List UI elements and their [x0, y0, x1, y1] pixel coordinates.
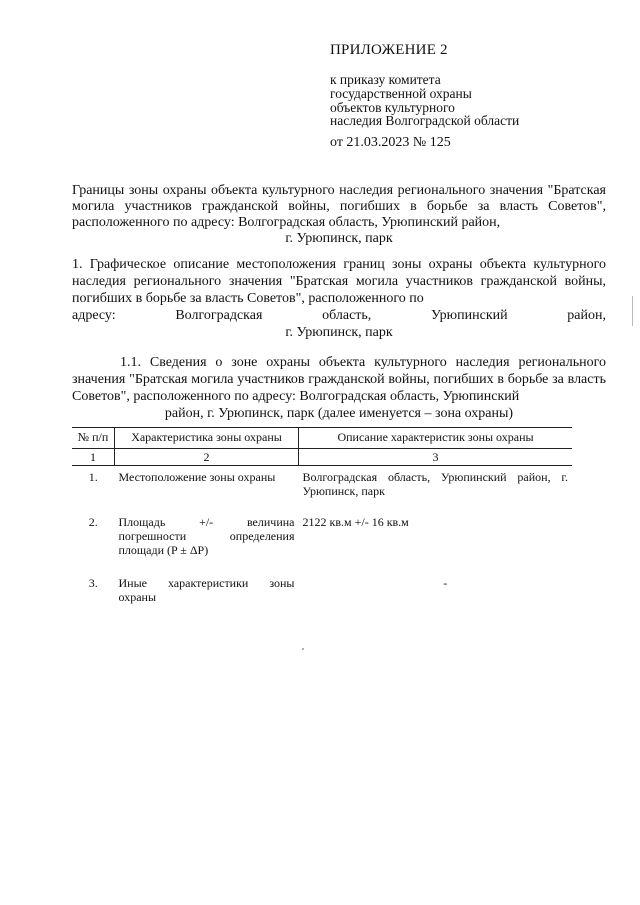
- row-description-dash: -: [443, 576, 448, 590]
- section-1-1-last-line: район, г. Урюпинск, парк (далее именуется – зона охраны): [164, 406, 514, 421]
- appendix-date: от 21.03.2023 № 125: [330, 135, 451, 150]
- column-number: 3: [299, 449, 573, 466]
- table-row: [72, 511, 572, 572]
- section-1-1: [72, 354, 606, 422]
- row-number: 3.: [88, 576, 98, 590]
- section-1: [72, 256, 606, 341]
- document-title-last-line: г. Урюпинск, парк: [285, 231, 393, 246]
- scan-speck: [302, 648, 304, 650]
- header-description: Описание характеристик зоны охраны: [299, 428, 573, 449]
- appendix-line: объектов культурного: [330, 100, 455, 115]
- section-1-address-line: [72, 307, 606, 324]
- document-title-text: Границы зоны охраны объекта культурного наследия регионального значения "Братская могила участников гражданской войны, погибших в борьбе за власть Советов", расположенного по адресу: Волгоградская область, Урюпинский район,: [72, 183, 606, 230]
- header-number: № п/п: [72, 428, 115, 449]
- row-description: [299, 572, 573, 617]
- row-characteristic: Иные характеристики зоны охраны: [118, 576, 295, 604]
- table-row: [72, 466, 572, 512]
- row-number: 1.: [88, 470, 98, 484]
- table-row: [72, 572, 572, 617]
- appendix-title: ПРИЛОЖЕНИЕ 2: [330, 42, 448, 58]
- table-column-numbers-row: [72, 449, 572, 466]
- section-1-text: 1. Графическое описание местоположения границ зоны охраны объекта культурного наследия регионального значения "Братская могила участников гражданской войны, погибших в борьбе за власть Советов", расположенного по: [72, 257, 606, 306]
- address-word: район,: [567, 308, 606, 323]
- table-header-row: [72, 428, 572, 449]
- address-word: область,: [322, 308, 372, 323]
- appendix-line: наследия Волгоградской области: [330, 113, 520, 128]
- header-characteristic: Характеристика зоны охраны: [115, 428, 299, 449]
- address-word: Волгоградская: [175, 308, 263, 323]
- section-1-1-text: 1.1. Сведения о зоне охраны объекта культурного наследия регионального значения "Братская могила участников гражданской войны, погибших в борьбе за власть Советов", расположенного по адресу: Волгоградская область, Урюпинский: [72, 355, 606, 404]
- zone-table: [72, 427, 572, 617]
- address-word: адресу:: [72, 308, 116, 323]
- row-characteristic: Местоположение зоны охраны: [118, 470, 276, 484]
- appendix-line: государственной охраны: [330, 86, 472, 101]
- section-1-last-line: г. Урюпинск, парк: [285, 325, 393, 340]
- scan-edge-mark: [632, 296, 633, 326]
- address-word: Урюпинский: [430, 308, 508, 323]
- row-characteristic: Площадь +/- величина погрешности определения площади (P ± ΔP): [118, 515, 295, 557]
- appendix-line: к приказу комитета: [330, 72, 441, 87]
- row-number: 2.: [88, 515, 98, 529]
- document-title: [72, 183, 606, 247]
- row-description: Волгоградская область, Урюпинский район, г. Урюпинск, парк: [302, 470, 568, 498]
- row-description: 2122 кв.м +/- 16 кв.м: [302, 515, 409, 529]
- column-number: 2: [115, 449, 299, 466]
- column-number: 1: [72, 449, 115, 466]
